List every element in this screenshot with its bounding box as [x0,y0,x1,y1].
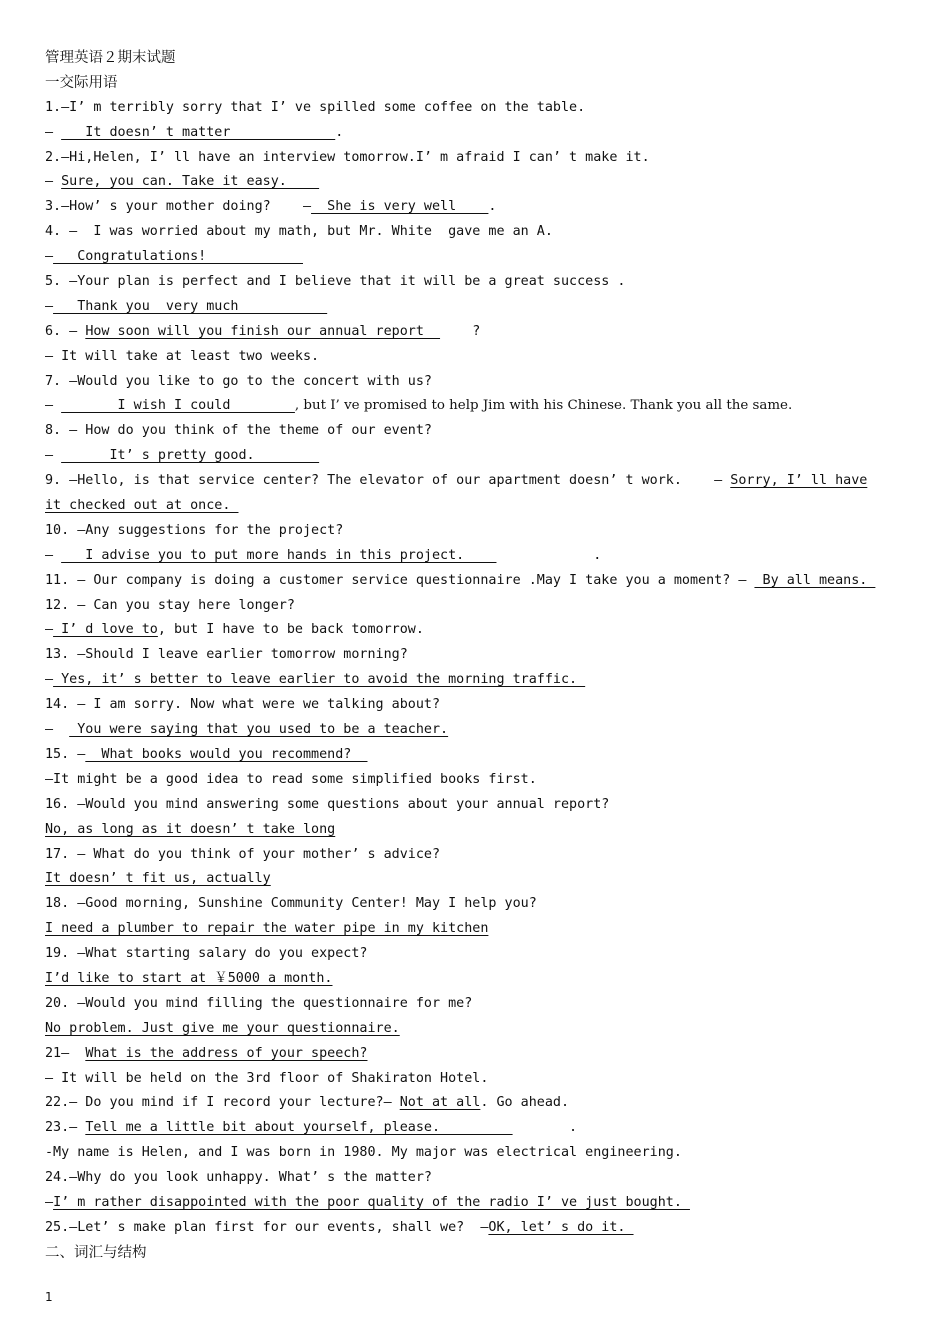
prompt-text: 21— [45,1045,86,1061]
answer-text: No problem. Just give me your questionnaire. [45,1020,400,1036]
prompt-text: — [45,398,62,414]
dialogue-line [45,394,915,419]
section-heading-vocabulary: 二、词汇与结构 [45,1244,147,1261]
dialogue-line [45,793,915,818]
prompt-text: 22.— Do you mind if I record your lecture?— [45,1095,400,1111]
prompt-text: 8. — How do you think of the theme of our event? [45,423,432,439]
prompt-text: — [45,622,54,638]
trailing-text: , but I’ ve promised to help Jim with his Chinese. Thank you all the same. [294,398,793,414]
dialogue-line [45,569,915,594]
dialogue-line [45,843,915,868]
prompt-text: 3.—How’ s your mother doing? — [45,199,312,215]
dialogue-line [45,170,915,195]
dialogue-line [45,1042,915,1067]
prompt-text: — [45,298,54,314]
prompt-text: — It will take at least two weeks. [45,348,320,364]
answer-text: What books would you recommend? [85,746,368,762]
dialogue-line [45,494,915,519]
document-title: 管理英语２期末试题 [45,50,176,66]
dialogue-line [45,618,915,643]
dialogue-line [45,345,915,370]
dialogue-line [45,768,915,793]
prompt-text: 25.—Let’ s make plan first for our events, shall we? — [45,1219,489,1235]
dialogue-line [45,1216,915,1241]
prompt-text: 18. —Good morning, Sunshine Community Center! May I help you? [45,896,537,912]
prompt-text: — It will be held on the 3rd floor of Shakiraton Hotel. [45,1070,489,1086]
dialogue-line [45,245,915,270]
dialogue-line [45,743,915,768]
prompt-text: 14. — I am sorry. Now what were we talking about? [45,697,441,713]
dialogue-line [45,469,915,494]
dialogue-line [45,718,915,743]
dialogue-line [45,1091,915,1116]
dialogue-line [45,1067,915,1092]
prompt-text: 15. — [45,746,86,762]
prompt-text: 20. —Would you mind filling the questionnaire for me? [45,995,473,1011]
answer-text: It doesn’ t fit us, actually [45,871,271,887]
dialogue-line [45,1166,915,1191]
dialogue-list [45,96,915,1241]
dialogue-line [45,519,915,544]
dialogue-line [45,270,915,295]
dialogue-line [45,370,915,395]
prompt-text: — [45,249,54,265]
prompt-text: — [45,124,62,140]
answer-text: I’d like to start at ￥5000 a month. [45,970,333,986]
answer-text: It doesn’ t matter [61,124,336,140]
prompt-text: 2.—Hi,Helen, I’ ll have an interview tomorrow.I’ m afraid I can’ t make it. [45,149,650,165]
answer-text: it checked out at once. [45,498,239,514]
prompt-text: 24.—Why do you look unhappy. What’ s the matter? [45,1170,432,1186]
prompt-text: 16. —Would you mind answering some questions about your annual report? [45,796,610,812]
dialogue-line [45,96,915,121]
answer-text: Thank you very much [53,298,328,314]
answer-text: You were saying that you used to be a teacher. [69,722,449,738]
dialogue-line [45,544,915,569]
answer-text: OK, let’ s do it. [488,1219,634,1235]
prompt-text: — [45,448,62,464]
dialogue-line [45,917,915,942]
answer-text: She is very well [311,199,489,215]
prompt-text: 7. —Would you like to go to the concert with us? [45,373,432,389]
dialogue-line [45,1017,915,1042]
answer-text: By all means. [754,572,876,588]
dialogue-line [45,1141,915,1166]
prompt-text: — [45,672,54,688]
answer-text: Sorry, I’ ll have [730,473,868,489]
answer-text: I’ d love to [53,622,158,638]
section-heading-dialogue: 一交际用语 [45,74,118,91]
dialogue-line [45,967,915,992]
page-number: 1 [45,1290,53,1304]
prompt-text: 12. — Can you stay here longer? [45,597,295,613]
prompt-text: 1.—I’ m terribly sorry that I’ ve spilled some coffee on the table. [45,99,586,115]
dialogue-line [45,818,915,843]
answer-text: I wish I could [61,398,295,414]
prompt-text: 11. — Our company is doing a customer service questionnaire .May I take you a moment? — [45,572,755,588]
dialogue-line [45,1191,915,1216]
prompt-text: — [45,174,62,190]
answer-text: I need a plumber to repair the water pipe in my kitchen [45,921,489,937]
dialogue-line [45,1116,915,1141]
answer-text: Yes, it’ s better to leave earlier to avoid the morning traffic. [53,672,586,688]
prompt-text: — [45,722,70,738]
dialogue-line [45,419,915,444]
dialogue-line [45,121,915,146]
prompt-text: 10. —Any suggestions for the project? [45,522,344,538]
exam-document [45,46,915,1266]
prompt-text: -My name is Helen, and I was born in 1980. My major was electrical engineering. [45,1145,682,1161]
dialogue-line [45,643,915,668]
prompt-text: 23.— [45,1120,86,1136]
prompt-text: — [45,547,62,563]
trailing-text: . [512,1120,578,1136]
answer-text: Not at all [399,1095,481,1111]
trailing-text: . [335,124,344,140]
answer-text: What is the address of your speech? [85,1045,368,1061]
dialogue-line [45,444,915,469]
prompt-text: 13. —Should I leave earlier tomorrow morning? [45,647,408,663]
prompt-text: 4. — I was worried about my math, but Mr. White gave me an A. [45,224,553,240]
trailing-text: ? [440,323,481,339]
dialogue-line [45,594,915,619]
answer-text: I’ m rather disappointed with the poor quality of the radio I’ ve just bought. [53,1194,690,1210]
dialogue-line [45,892,915,917]
dialogue-line [45,195,915,220]
answer-text: No, as long as it doesn’ t take long [45,821,336,837]
answer-text: How soon will you finish our annual report [85,323,441,339]
trailing-text: . Go ahead. [480,1095,570,1111]
dialogue-line [45,320,915,345]
answer-text: Tell me a little bit about yourself, please. [85,1120,513,1136]
prompt-text: — [45,1194,54,1210]
dialogue-line [45,942,915,967]
trailing-text: . [496,547,602,563]
dialogue-line [45,220,915,245]
trailing-text: . [488,199,497,215]
dialogue-line [45,146,915,171]
answer-text: I advise you to put more hands in this project. [61,547,497,563]
prompt-text: 9. —Hello, is that service center? The elevator of our apartment doesn’ t work. — [45,473,731,489]
trailing-text: , but I have to be back tomorrow. [157,622,424,638]
dialogue-line [45,992,915,1017]
dialogue-line [45,693,915,718]
dialogue-line [45,295,915,320]
dialogue-line [45,867,915,892]
answer-text: It’ s pretty good. [61,448,320,464]
prompt-text: 5. —Your plan is perfect and I believe that it will be a great success . [45,274,626,290]
prompt-text: 6. — [45,323,86,339]
dialogue-line [45,668,915,693]
answer-text: Sure, you can. Take it easy. [61,174,320,190]
answer-text: Congratulations! [53,249,303,265]
prompt-text: 19. —What starting salary do you expect? [45,946,368,962]
prompt-text: —It might be a good idea to read some simplified books first. [45,771,537,787]
prompt-text: 17. — What do you think of your mother’ s advice? [45,846,441,862]
